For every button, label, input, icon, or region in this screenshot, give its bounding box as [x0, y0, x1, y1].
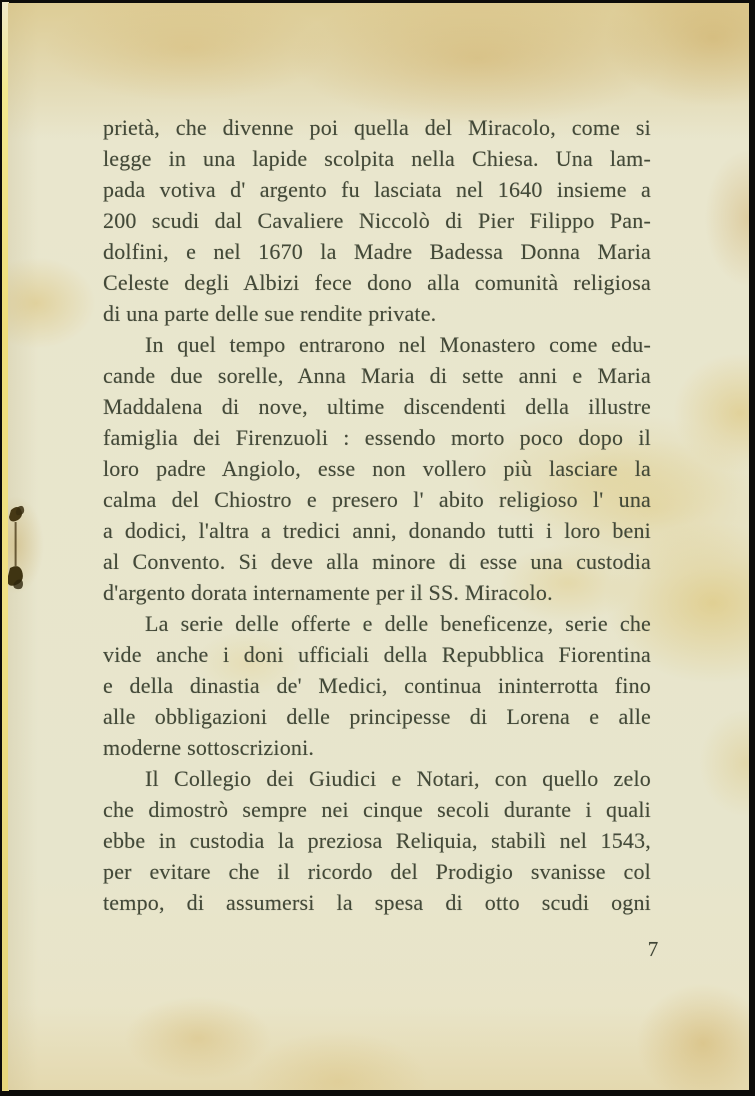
text-line: Maddalena di nove, ultime discendenti della illustre	[103, 394, 651, 419]
text-line: La serie delle offerte e delle beneficenze, serie che	[145, 611, 651, 636]
book-page	[8, 3, 749, 1090]
text-line: prietà, che divenne poi quella del Miracolo, come si	[103, 115, 651, 140]
text-line: alle obbligazioni delle principesse di Lorena e alle	[103, 704, 651, 729]
text-line: d'argento dorata internamente per il SS. Miracolo.	[103, 580, 553, 605]
page-number: 7	[647, 937, 659, 961]
text-line: a dodici, l'altra a tredici anni, donando tutti i loro beni	[103, 518, 651, 543]
text-line: al Convento. Si deve alla minore di esse una custodia	[103, 549, 651, 574]
text-line: In quel tempo entrarono nel Monastero come edu-	[145, 332, 651, 357]
text-line: per evitare che il ricordo del Prodigio svanisse col	[103, 859, 651, 884]
text-line: pada votiva d' argento fu lasciata nel 1640 insieme a	[103, 177, 651, 202]
text-line: che dimostrò sempre nei cinque secoli durante i quali	[103, 797, 651, 822]
text-line: tempo, di assumersi la spesa di otto scudi ogni	[103, 890, 651, 915]
text-line: cande due sorelle, Anna Maria di sette anni e Maria	[103, 363, 651, 388]
text-line: loro padre Angiolo, esse non vollero più lasciare la	[103, 456, 651, 481]
text-line: Il Collegio dei Giudici e Notari, con quello zelo	[145, 766, 651, 791]
text-line: moderne sottoscrizioni.	[103, 735, 315, 760]
text-line: ebbe in custodia la preziosa Reliquia, stabilì nel 1543,	[103, 828, 651, 853]
text-block	[103, 112, 651, 918]
staple-binding-icon	[8, 498, 30, 603]
text-line: Celeste degli Albizi fece dono alla comunità religiosa	[103, 270, 651, 295]
text-line: e della dinastia de' Medici, continua ininterrotta fino	[103, 673, 651, 698]
text-line: famiglia dei Firenzuoli : essendo morto poco dopo il	[103, 425, 651, 450]
text-line: vide anche i doni ufficiali della Repubblica Fiorentina	[103, 642, 651, 667]
text-line: di una parte delle sue rendite private.	[103, 301, 437, 326]
text-line: calma del Chiostro e presero l' abito religioso l' una	[103, 487, 651, 512]
text-line: legge in una lapide scolpita nella Chiesa. Una lam-	[103, 146, 651, 171]
text-line: dolfini, e nel 1670 la Madre Badessa Donna Maria	[103, 239, 651, 264]
text-line: 200 scudi dal Cavaliere Niccolò di Pier Filippo Pan-	[103, 208, 651, 233]
